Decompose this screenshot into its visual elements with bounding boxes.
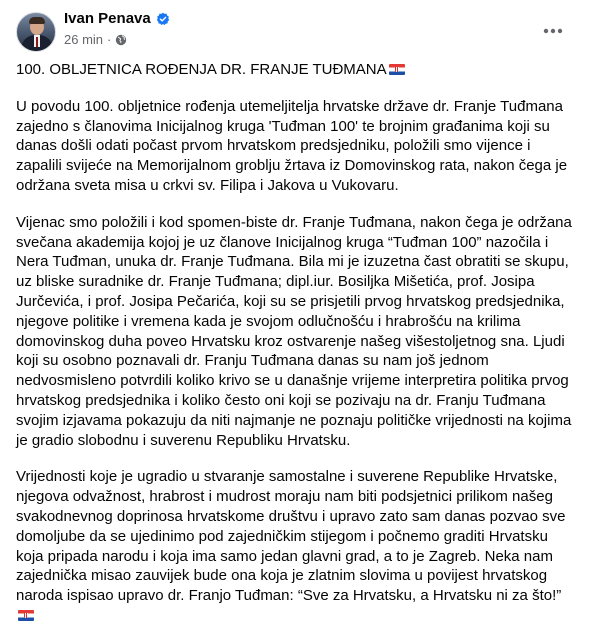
globe-icon[interactable] xyxy=(115,34,127,46)
post-meta xyxy=(64,32,127,47)
verified-badge-icon xyxy=(156,12,170,26)
post-paragraph-1: U povodu 100. obljetnice rođenja utemeljitelja hrvatske države dr. Franje Tuđmana zajedno s članovima Inicijalnog kruga 'Tuđman 100' te brojnim građanima koji su danas došli odati počast prvom hrvatskom predsjedniku, položili smo vijence i zapalili svijeće na Memorijalnom groblju žrtava iz Domovinskog rata, nakon čega je održana sveta misa u crkvi sv. Filipa i Jakova u Vukovaru. xyxy=(16,97,568,194)
post-paragraph-3-wrap xyxy=(16,467,576,625)
meta-separator: · xyxy=(107,32,112,47)
author-name[interactable]: Ivan Penava xyxy=(64,10,151,27)
croatian-flag-icon xyxy=(389,64,405,75)
croatian-flag-icon xyxy=(18,610,34,621)
post-text xyxy=(16,60,576,643)
avatar[interactable] xyxy=(16,12,56,52)
more-horizontal-icon xyxy=(543,21,563,39)
post-paragraph-2: Vijenac smo položili i kod spomen-biste dr. Franje Tuđmana, nakon čega je održana svečana akademija kojoj je uz članove Inicijalnog kruga “Tuđman 100” nazočila i Nera Tuđman, unuka dr. Franje Tuđmana. Bila mi je izuzetna čast obratiti se skupu, uz bliske suradnike dr. Franje Tuđmana; dipl.iur. Bosiljka Mišetića, prof. Josipa Jurčevića, i prof. Josipa Pečarića, koji su se prisjetili prvog hrvatskog predsjednika, njegove politike i vremena kada je svojom odlučnošću i hrabrošću na krilima domovinskog duha poveo Hrvatsku kroz ostvarenje našeg višestoljetnog sna. Ljudi koji su osobno poznavali dr. Franju Tuđmana danas su nam još jednom nedvosmisleno potvrdili koliko krivo se u današnje vrijeme interpretira politika prvog hrvatskog predsjednika i koliko često oni koji se pozivaju na dr. Franju Tuđmana svojim izjavama pokazuju da niti najmanje ne poznaju političke vrijednosti na kojima je gradio slobodnu i suverenu Republiku Hrvatsku. xyxy=(16,213,572,449)
more-options-button[interactable] xyxy=(535,12,571,48)
post-title-line xyxy=(16,60,576,80)
post-title: 100. OBLJETNICA ROĐENJA DR. FRANJE TUĐMANA xyxy=(16,61,387,78)
post-timestamp[interactable]: 26 min xyxy=(64,32,104,47)
author-row xyxy=(64,10,170,27)
post-paragraph-3: Vrijednosti koje je ugradio u stvaranje samostalne i suverene Republike Hrvatske, njegova odvažnost, hrabrost i mudrost moraju nam biti podsjetnici prilikom našeg svakodnevnog doprinosa hrvatskome društvu i upravo zato sam danas pozvao sve domoljube da se ujedinimo pod zajedničkim stijegom i počnemo graditi Hrvatsku koja pripada narodu i koja ima samo jedan glavni grad, a to je Zagreb. Neka nam zajednička misao zauvijek bude ona koja je zlatnim slovima u povijest hrvatskog naroda ispisao upravo dr. Franjo Tuđman: “Sve za Hrvatsku, a Hrvatsku ni za što!” xyxy=(16,468,566,605)
